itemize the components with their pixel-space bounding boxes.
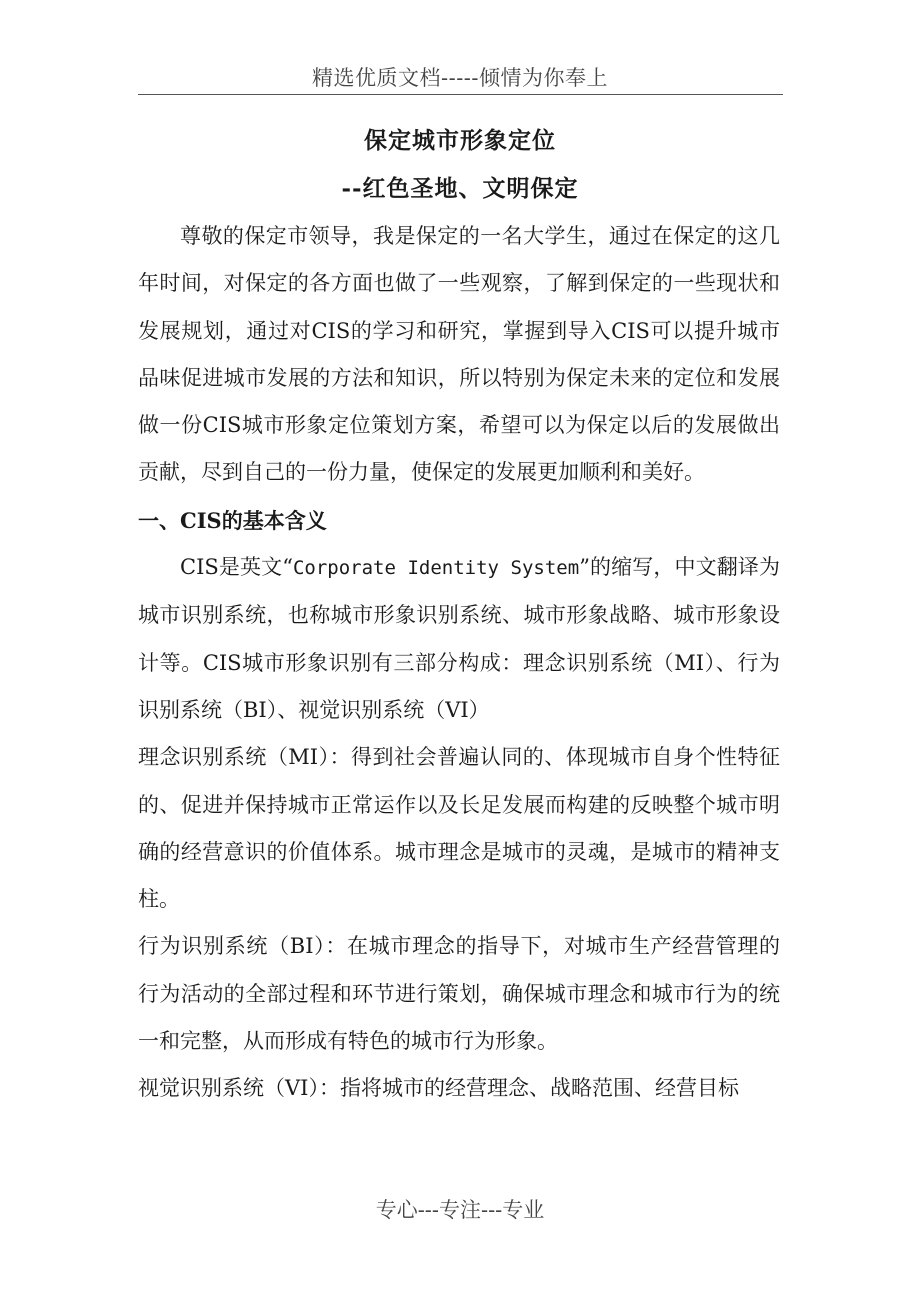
- page-header: 精选优质文档-----倾情为你奉上: [312, 66, 608, 90]
- intro-paragraph: 尊敬的保定市领导，我是保定的一名大学生，通过在保定的这几年时间，对保定的各方面也做了一些观察，了解到保定的一些现状和发展规划，通过对CIS的学习和研究，掌握到导入CIS可以提升城市品味促进城市发展的方法和知识，所以特别为保定未来的定位和发展做一份CIS城市形象定位策划方案，希望可以为保定以后的发展做出贡献，尽到自己的一份力量，使保定的发展更加顺利和美好。: [138, 224, 780, 485]
- document-body: [138, 213, 780, 1113]
- document-title: 保定城市形象定位: [364, 127, 556, 154]
- section-heading: 一、CIS的基本含义: [138, 507, 327, 533]
- vi-paragraph: 视觉识别系统（VI）：指将城市的经营理念、战略范围、经营目标: [138, 1076, 739, 1101]
- bi-paragraph: 行为识别系统（BI）：在城市理念的指导下，对城市生产经营管理的行为活动的全部过程和环节进行策划，确保城市理念和城市行为的统一和完整，从而形成有特色的城市行为形象。: [138, 934, 780, 1054]
- cis-def-part-b: ”的缩写，中文翻译为城市识别系统，也称城市形象识别系统、城市形象战略、城市形象设计等。CIS城市形象识别有三部分构成：理念识别系统（MI）、行为识别系统（BI）、视觉识别系统（VI）: [138, 555, 780, 722]
- cis-def-part-a: CIS是英文“: [180, 555, 293, 580]
- header-rule: [138, 94, 783, 95]
- document-subtitle: --红色圣地、文明保定: [341, 175, 579, 202]
- page-footer: 专心---专注---专业: [375, 1198, 545, 1222]
- cis-definition-paragraph: [138, 544, 780, 734]
- cis-english-term: Corporate Identity System: [292, 557, 580, 580]
- mi-paragraph: 理念识别系统（MI）：得到社会普遍认同的、体现城市自身个性特征的、促进并保持城市正常运作以及长足发展而构建的反映整个城市明确的经营意识的价值体系。城市理念是城市的灵魂，是城市的精神支柱。: [138, 745, 780, 912]
